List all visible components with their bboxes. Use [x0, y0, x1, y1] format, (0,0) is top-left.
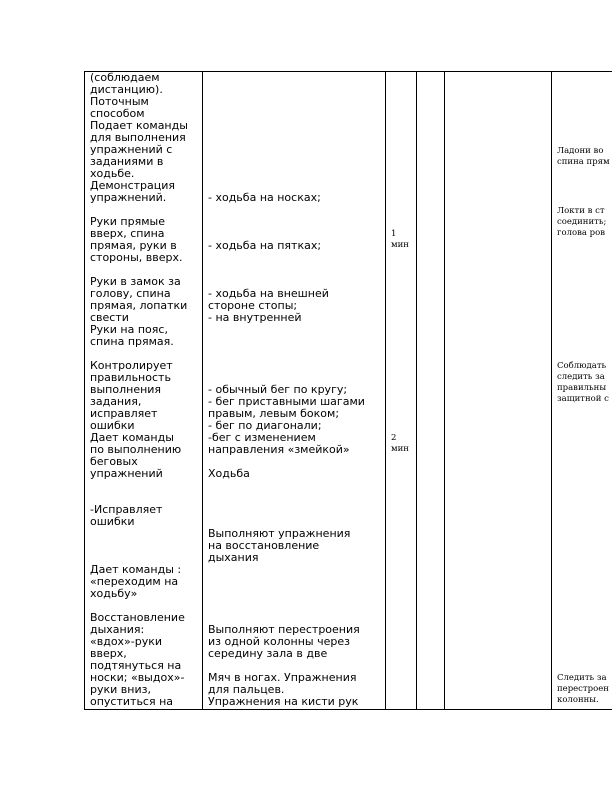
column-divider — [444, 71, 445, 709]
student-text-4: - обычный бег по кругу; - бег приставными шагами правым, левым боком; - бег по диагонали; -бег с изменением направления «змейкой» — [208, 383, 365, 456]
student-text-2: - ходьба на пятках; — [208, 239, 322, 252]
student-text-7: Выполняют перестроения из одной колонны через середину зала в две — [208, 623, 360, 660]
note-text-3: Соблюдать следить за правильны защитной с — [557, 361, 609, 404]
column-divider — [416, 71, 417, 709]
student-text-1: - ходьба на носках; — [208, 191, 321, 204]
teacher-text-3: Руки в замок за голову, спина прямая, лопатки свести Руки на пояс, спина прямая. — [90, 275, 188, 348]
column-divider — [202, 71, 203, 709]
note-text-1: Ладони во спина прям — [557, 146, 610, 167]
time-label-2: 2 мин — [391, 433, 409, 454]
teacher-text-6: Дает команды : «переходим на ходьбу» — [90, 563, 182, 600]
student-text-5: Ходьба — [208, 467, 250, 480]
time-label-1: 1 мин — [391, 229, 409, 250]
teacher-text-4: Контролирует правильность выполнения задания, исправляет ошибки Дает команды по выполнению беговых упражнений — [90, 359, 182, 480]
student-text-3: - ходьба на внешней стороне стопы; - на внутренней — [208, 287, 329, 324]
teacher-text-5: -Исправляет ошибки — [90, 503, 163, 528]
table-border-bottom — [84, 709, 612, 710]
note-text-2: Локти в ст соединить; голова ров — [557, 206, 607, 238]
table-border-left — [84, 71, 85, 709]
student-text-6: Выполняют упражнения на восстановление дыхания — [208, 527, 351, 564]
teacher-text-1: (соблюдаем дистанцию). Поточным способом Подает команды для выполнения упражнений с заданиями в ходьбе. Демонстрация упражнений. — [90, 71, 188, 204]
column-divider — [551, 71, 552, 709]
column-divider — [385, 71, 386, 709]
teacher-text-2: Руки прямые вверх, спина прямая, руки в стороны, вверх. — [90, 215, 183, 264]
teacher-text-7: Восстановление дыхания: «вдох»-руки вверх, подтянуться на носки; «выдох»- руки вниз, опуститься на — [90, 611, 185, 708]
note-text-4: Следить за перестроен колонны. — [557, 673, 609, 705]
student-text-8: Мяч в ногах. Упражнения для пальцев. Упражнения на кисти рук — [208, 671, 359, 708]
